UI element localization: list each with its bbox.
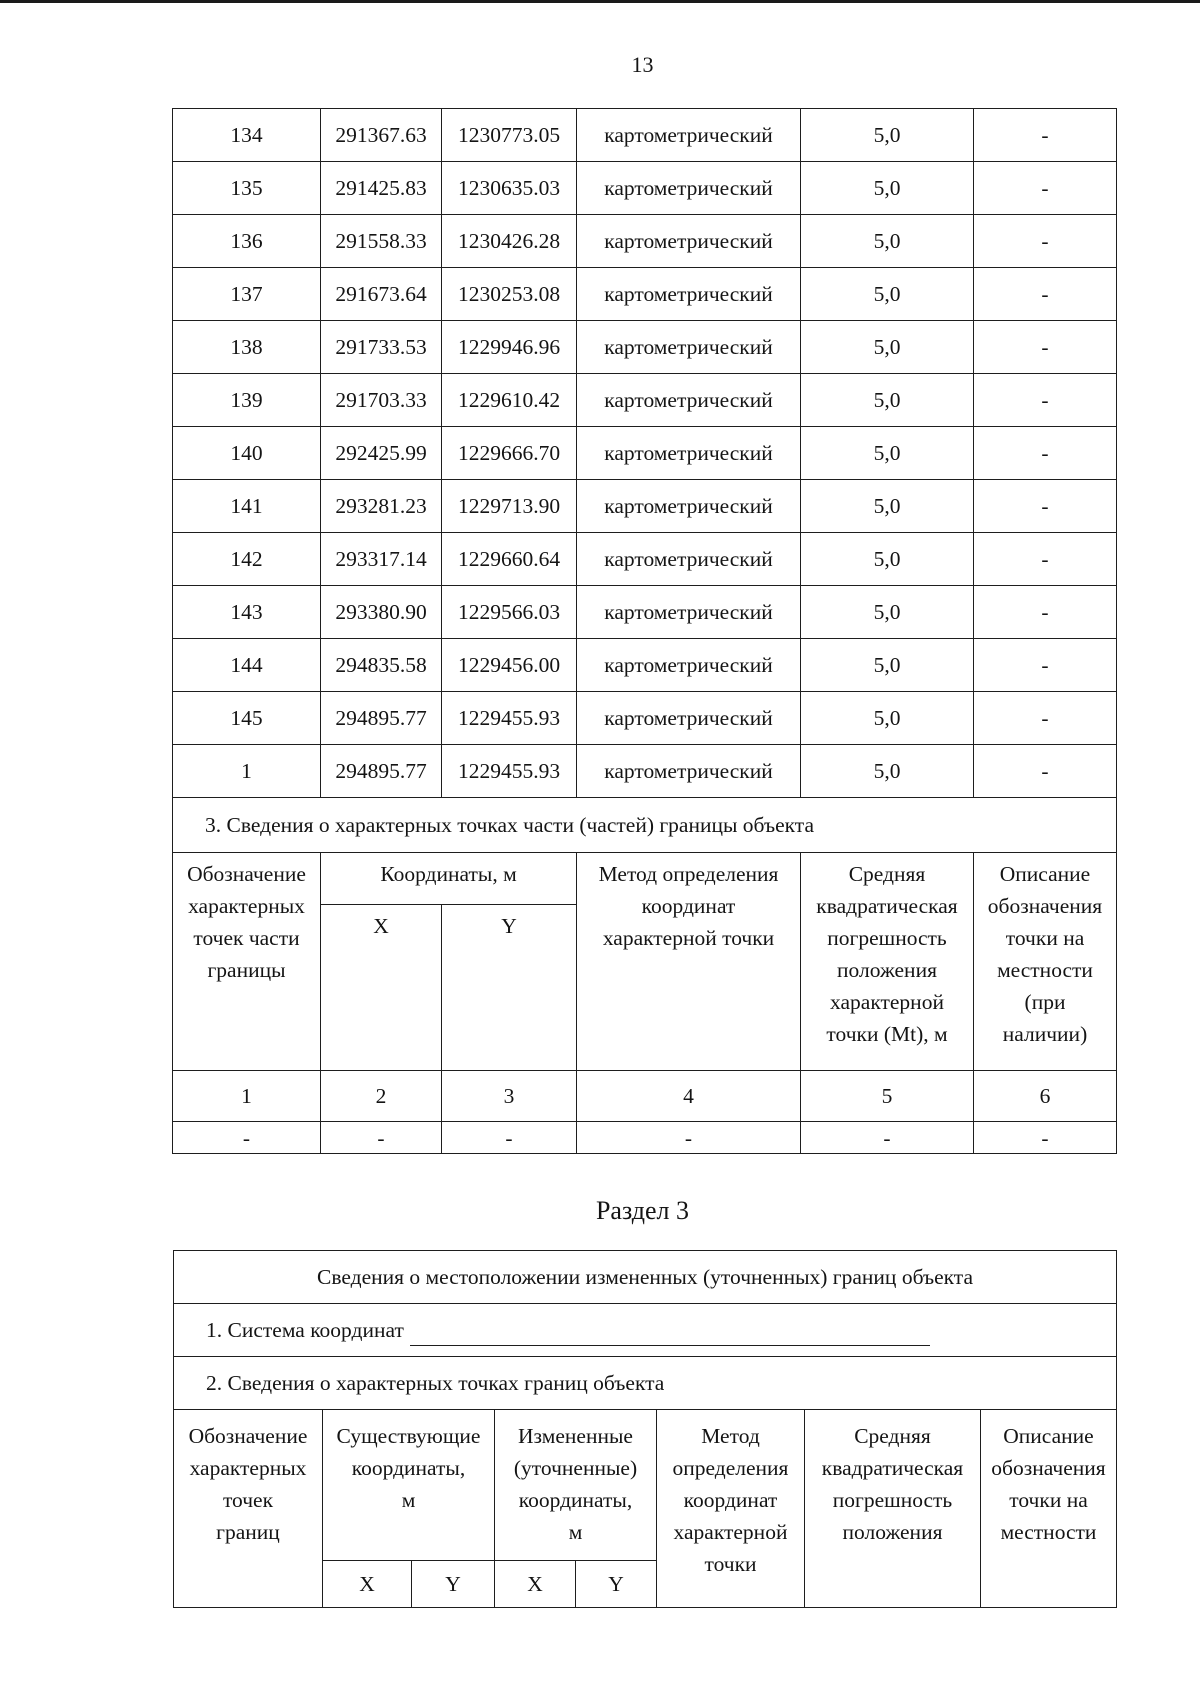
point-id-cell: 136: [173, 215, 321, 268]
column-numbers-row: [173, 1071, 1117, 1122]
description-cell: -: [974, 639, 1117, 692]
header-line: квадратическая: [816, 894, 958, 918]
y-coord-cell: 1229566.03: [442, 586, 577, 639]
table-row: [173, 639, 1117, 692]
method-cell: картометрический: [577, 745, 801, 798]
x-coord-cell: 293317.14: [321, 533, 442, 586]
y-coord-cell: 1230426.28: [442, 215, 577, 268]
x-coord-cell: 294895.77: [321, 745, 442, 798]
error-cell: 5,0: [801, 321, 974, 374]
table-row: [173, 586, 1117, 639]
table-row: [173, 374, 1117, 427]
description-cell: -: [974, 480, 1117, 533]
method-cell: картометрический: [577, 480, 801, 533]
table-row: [173, 215, 1117, 268]
header-line: Обозначение: [188, 1424, 308, 1448]
header-line: точек части: [193, 926, 300, 950]
header-changed-x: X: [495, 1561, 576, 1608]
x-coord-cell: 293380.90: [321, 586, 442, 639]
empty-cell: -: [974, 1122, 1117, 1154]
header-line: Средняя: [854, 1424, 931, 1448]
header-line: наличии): [1002, 1022, 1088, 1046]
header-line: Средняя: [848, 862, 926, 886]
header-line: границ: [216, 1520, 280, 1544]
y-coord-cell: 1229456.00: [442, 639, 577, 692]
description-cell: -: [974, 692, 1117, 745]
error-cell: 5,0: [801, 480, 974, 533]
header-line: (уточненные): [513, 1456, 638, 1480]
changed-boundaries-table: [173, 1250, 1117, 1608]
y-coord-cell: 1229660.64: [442, 533, 577, 586]
x-coord-cell: 291558.33: [321, 215, 442, 268]
y-coord-cell: 1229666.70: [442, 427, 577, 480]
point-id-cell: 135: [173, 162, 321, 215]
header-line: погрешность: [827, 926, 947, 950]
header-line: точки на: [1005, 926, 1085, 950]
point-id-cell: 139: [173, 374, 321, 427]
header-designation: [174, 1410, 323, 1608]
coord-system-row: [174, 1304, 1117, 1357]
column-number-cell: 5: [801, 1071, 974, 1122]
header-line: обозначения: [991, 1456, 1106, 1480]
header-line: положения: [837, 958, 937, 982]
error-cell: 5,0: [801, 586, 974, 639]
header-line: положения: [842, 1520, 943, 1544]
point-id-cell: 140: [173, 427, 321, 480]
method-cell: картометрический: [577, 639, 801, 692]
header-line: точки: [704, 1552, 757, 1576]
error-cell: 5,0: [801, 268, 974, 321]
column-number-cell: 4: [577, 1071, 801, 1122]
description-cell: -: [974, 109, 1117, 162]
description-cell: -: [974, 162, 1117, 215]
error-cell: 5,0: [801, 692, 974, 745]
header-line: м: [568, 1520, 583, 1544]
empty-row: [173, 1122, 1117, 1154]
description-cell: -: [974, 427, 1117, 480]
header-line: точки (Mt), м: [826, 1022, 948, 1046]
method-cell: картометрический: [577, 215, 801, 268]
empty-cell: -: [577, 1122, 801, 1154]
method-cell: картометрический: [577, 162, 801, 215]
page-number: 13: [631, 52, 654, 77]
method-cell: картометрический: [577, 427, 801, 480]
header-coords: Координаты, м: [321, 853, 577, 905]
header-x: X: [321, 905, 442, 1071]
header-line: Существующие: [336, 1424, 481, 1448]
part-points-title: 3. Сведения о характерных точках части (частей) границы объекта: [173, 798, 1117, 853]
header-method: [657, 1410, 805, 1608]
column-number-cell: 6: [974, 1071, 1117, 1122]
header-y: Y: [442, 905, 577, 1071]
point-id-cell: 143: [173, 586, 321, 639]
header-line: координат: [641, 894, 736, 918]
empty-cell: -: [801, 1122, 974, 1154]
point-id-cell: 137: [173, 268, 321, 321]
x-coord-cell: 291367.63: [321, 109, 442, 162]
header-line: координаты,: [351, 1456, 466, 1480]
table-row: [173, 692, 1117, 745]
header-method: [577, 853, 801, 1071]
error-cell: 5,0: [801, 215, 974, 268]
point-id-cell: 144: [173, 639, 321, 692]
y-coord-cell: 1229455.93: [442, 692, 577, 745]
x-coord-cell: 291733.53: [321, 321, 442, 374]
header-designation: [173, 853, 321, 1071]
y-coord-cell: 1230253.08: [442, 268, 577, 321]
method-cell: картометрический: [577, 321, 801, 374]
column-number-cell: 1: [173, 1071, 321, 1122]
point-id-cell: 142: [173, 533, 321, 586]
header-error: [801, 853, 974, 1071]
header-line: (при: [1024, 990, 1066, 1014]
x-coord-cell: 294835.58: [321, 639, 442, 692]
points-title: 2. Сведения о характерных точках границ объекта: [174, 1357, 1117, 1410]
error-cell: 5,0: [801, 109, 974, 162]
point-id-cell: 138: [173, 321, 321, 374]
method-cell: картометрический: [577, 586, 801, 639]
description-cell: -: [974, 586, 1117, 639]
error-cell: 5,0: [801, 745, 974, 798]
header-line: точек: [222, 1488, 274, 1512]
header-line: определения: [672, 1456, 789, 1480]
error-cell: 5,0: [801, 427, 974, 480]
method-cell: картометрический: [577, 533, 801, 586]
method-cell: картометрический: [577, 692, 801, 745]
x-coord-cell: 292425.99: [321, 427, 442, 480]
x-coord-cell: 291673.64: [321, 268, 442, 321]
description-cell: -: [974, 268, 1117, 321]
y-coord-cell: 1229713.90: [442, 480, 577, 533]
point-id-cell: 1: [173, 745, 321, 798]
header-existing-y: Y: [412, 1561, 495, 1608]
header-line: характерной: [673, 1520, 788, 1544]
header-line: границы: [207, 958, 286, 982]
header-line: Метод: [701, 1424, 760, 1448]
error-cell: 5,0: [801, 374, 974, 427]
table-row: [173, 480, 1117, 533]
method-cell: картометрический: [577, 109, 801, 162]
header-line: Обозначение: [187, 862, 306, 886]
header-line: квадратическая: [821, 1456, 964, 1480]
header-line: Описание: [1003, 1424, 1094, 1448]
x-coord-cell: 293281.23: [321, 480, 442, 533]
header-line: характерной точки: [602, 926, 775, 950]
description-cell: -: [974, 745, 1117, 798]
description-cell: -: [974, 533, 1117, 586]
x-coord-cell: 291425.83: [321, 162, 442, 215]
coord-system-label: 1. Система координат: [206, 1318, 404, 1342]
table-row: [173, 321, 1117, 374]
x-coord-cell: 294895.77: [321, 692, 442, 745]
header-description: [974, 853, 1117, 1071]
header-line: координаты,: [518, 1488, 633, 1512]
table-row: [173, 268, 1117, 321]
info-title: Сведения о местоположении измененных (уточненных) границ объекта: [174, 1251, 1117, 1304]
x-coord-cell: 291703.33: [321, 374, 442, 427]
y-coord-cell: 1230635.03: [442, 162, 577, 215]
y-coord-cell: 1230773.05: [442, 109, 577, 162]
header-description: [981, 1410, 1117, 1608]
header-error: [805, 1410, 981, 1608]
header-changed-coords: [495, 1410, 657, 1561]
error-cell: 5,0: [801, 162, 974, 215]
column-number-cell: 2: [321, 1071, 442, 1122]
error-cell: 5,0: [801, 533, 974, 586]
header-existing-coords: [323, 1410, 495, 1561]
point-id-cell: 141: [173, 480, 321, 533]
description-cell: -: [974, 374, 1117, 427]
header-line: местности: [1000, 1520, 1097, 1544]
header-line: Измененные: [518, 1424, 633, 1448]
header-line: характерных: [189, 1456, 307, 1480]
header-line: точки на: [1009, 1488, 1088, 1512]
header-line: Метод определения: [598, 862, 779, 886]
empty-cell: -: [173, 1122, 321, 1154]
coord-system-blank: [410, 1319, 930, 1346]
point-id-cell: 145: [173, 692, 321, 745]
empty-cell: -: [442, 1122, 577, 1154]
error-cell: 5,0: [801, 639, 974, 692]
points-table: [172, 108, 1117, 1154]
header-line: обозначения: [987, 894, 1103, 918]
header-line: м: [401, 1488, 416, 1512]
method-cell: картометрический: [577, 268, 801, 321]
table-row: [173, 427, 1117, 480]
empty-cell: -: [321, 1122, 442, 1154]
y-coord-cell: 1229455.93: [442, 745, 577, 798]
y-coord-cell: 1229610.42: [442, 374, 577, 427]
header-line: местности: [997, 958, 1093, 982]
table-row: [173, 109, 1117, 162]
table-row: [173, 745, 1117, 798]
top-border-line: [0, 0, 1200, 3]
header-changed-y: Y: [576, 1561, 657, 1608]
description-cell: -: [974, 215, 1117, 268]
header-line: характерной: [830, 990, 944, 1014]
point-id-cell: 134: [173, 109, 321, 162]
y-coord-cell: 1229946.96: [442, 321, 577, 374]
section-title: Раздел 3: [595, 1196, 690, 1225]
table-row: [173, 533, 1117, 586]
description-cell: -: [974, 321, 1117, 374]
table-row: [173, 162, 1117, 215]
header-existing-x: X: [323, 1561, 412, 1608]
header-line: координат: [683, 1488, 778, 1512]
header-line: Описание: [999, 862, 1091, 886]
header-line: характерных: [188, 894, 305, 918]
header-line: погрешность: [832, 1488, 953, 1512]
column-number-cell: 3: [442, 1071, 577, 1122]
method-cell: картометрический: [577, 374, 801, 427]
